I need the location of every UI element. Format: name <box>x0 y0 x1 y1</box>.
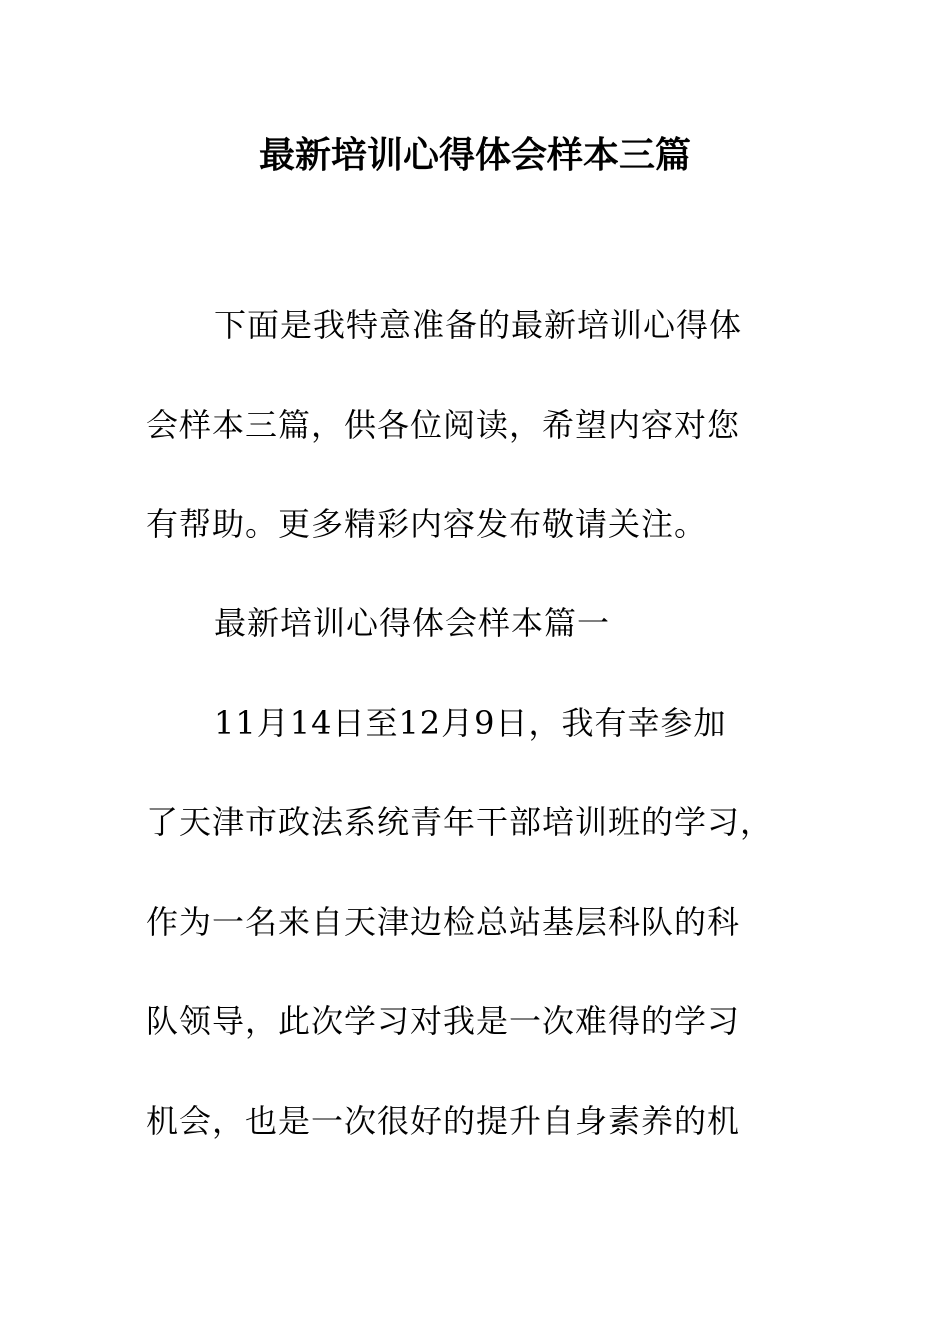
document-title: 最新培训心得体会样本三篇 <box>258 134 691 176</box>
paragraph-line-9: 机会，也是一次很好的提升自身素养的机 <box>146 1102 741 1140</box>
paragraph-line-1: 下面是我特意准备的最新培训心得体 <box>214 306 743 344</box>
section-heading-1: 最新培训心得体会样本篇一 <box>214 604 611 642</box>
paragraph-line-5: 11月14日至12月9日，我有幸参加 <box>214 704 727 742</box>
paragraph-line-6: 了天津市政法系统青年干部培训班的学习， <box>146 803 774 841</box>
paragraph-line-7: 作为一名来自天津边检总站基层科队的科 <box>146 903 741 941</box>
paragraph-line-3: 有帮助。更多精彩内容发布敬请关注。 <box>146 505 708 543</box>
paragraph-line-8: 队领导，此次学习对我是一次难得的学习 <box>146 1002 741 1040</box>
paragraph-line-2: 会样本三篇，供各位阅读，希望内容对您 <box>146 406 741 444</box>
